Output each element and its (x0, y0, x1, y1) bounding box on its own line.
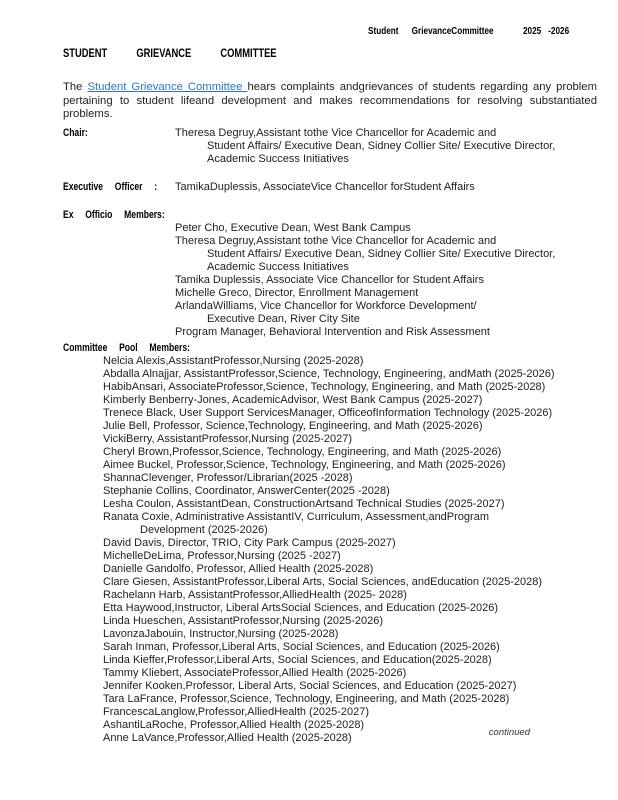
committee-pool-lines (103, 342, 618, 745)
member-line: Theresa Degruy,Assistant tothe Vice Chancellor for Academic and (175, 127, 497, 139)
member-line: Kimberly Benberry-Jones, AcademicAdvisor, West Bank Campus (2025-2027) (103, 394, 483, 406)
member-line: Ranata Coxie, Administrative AssistantIV, Curriculum, Assessment,andProgram (103, 511, 489, 523)
member-line: Student Affairs/ Executive Dean, Sidney Collier Site/ Executive Director, (207, 248, 556, 260)
member-line: AshantiLaRoche, Professor,Allied Health (2025-2028) (103, 719, 365, 731)
ex-officio-section (63, 209, 618, 339)
member-line: Peter Cho, Executive Dean, West Bank Campus (175, 222, 411, 234)
intro-paragraph (63, 81, 597, 121)
member-line: Tamika Duplessis, Associate Vice Chancellor for Student Affairs (175, 274, 484, 286)
committee-pool-label: Committee Pool Members: (63, 342, 190, 354)
executive-officer-label: Executive Officer : (63, 181, 158, 193)
running-header-title: Student GrievanceCommittee (368, 25, 494, 37)
member-line: Michelle Greco, Director, Enrollment Management (175, 287, 419, 299)
member-line: ArlandaWilliams, Vice Chancellor for Workforce Development/ (175, 300, 477, 312)
member-line: Danielle Gandolfo, Professor, Allied Health (2025-2028) (103, 563, 374, 575)
member-line: FrancescaLanglow,Professor,AlliedHealth (2025-2027) (103, 706, 369, 718)
member-line: Jennifer Kooken,Professor, Liberal Arts, Social Sciences, and Education (2025-2027) (103, 680, 517, 692)
member-line: Lesha Coulon, AssistantDean, ConstructionArtsand Technical Studies (2025-2027) (103, 498, 505, 510)
member-line: Tara LaFrance, Professor,Science, Technology, Engineering, and Math (2025-2028) (103, 693, 510, 705)
member-line: TamikaDuplessis, AssociateVice Chancellor forStudent Affairs (175, 181, 475, 193)
member-line: Linda Hueschen, AssistantProfessor,Nursing (2025-2026) (103, 615, 384, 627)
continued-note: continued (488, 727, 530, 738)
member-line: Academic Success Initiatives (207, 153, 349, 165)
member-line: HabibAnsari, AssociateProfessor,Science, Technology, Engineering, and Math (2025-2028) (103, 381, 546, 393)
member-line: Development (2025-2026) (140, 524, 268, 536)
member-line: Cheryl Brown,Professor,Science, Technology, Engineering, and Math (2025-2026) (103, 446, 502, 458)
member-line: Executive Dean, River City Site (207, 313, 360, 325)
running-header-years: 2025 -2026 (523, 25, 570, 37)
member-line: MichelleDeLima, Professor,Nursing (2025 -2027) (103, 550, 341, 562)
member-line: Nelcia Alexis,AssistantProfessor,Nursing (2025-2028) (103, 355, 364, 367)
committee-pool-section (63, 342, 618, 745)
member-line: Julie Bell, Professor, Science,Technology, Engineering, and Math (2025-2026) (103, 420, 483, 432)
member-line: LavonzaJabouin, Instructor,Nursing (2025-2028) (103, 628, 339, 640)
member-line: VickiBerry, AssistantProfessor,Nursing (2025-2027) (103, 433, 353, 445)
executive-officer-section (63, 181, 618, 194)
committee-link[interactable]: Student Grievance Committee (87, 81, 248, 94)
member-line: Rachelann Harb, AssistantProfessor,AlliedHealth (2025- 2028) (103, 589, 407, 601)
member-line: Sarah Inman, Professor,Liberal Arts, Social Sciences, and Education (2025-2026) (103, 641, 500, 653)
chair-lines (175, 127, 618, 166)
chair-section (63, 127, 618, 166)
member-line: Stephanie Collins, Coordinator, AnswerCenter(2025 -2028) (103, 485, 390, 497)
member-line: Trenece Black, User Support ServicesManager, OfficeofInformation Technology (2025-2026) (103, 407, 553, 419)
ex-officio-label: Ex Officio Members: (63, 209, 165, 221)
executive-officer-lines (175, 181, 618, 194)
chair-label: Chair: (63, 127, 88, 139)
member-line: Student Affairs/ Executive Dean, Sidney Collier Site/ Executive Director, (207, 140, 556, 152)
member-line: Abdalla Alnajjar, AssistantProfessor,Science, Technology, Engineering, andMath (2025-2026) (103, 368, 555, 380)
member-line: Program Manager, Behavioral Intervention and Risk Assessment (175, 326, 490, 338)
intro-text-after: hears complaints andgrievances of students regarding any problem pertaining to student lifeand development and makes recommendations for resolving substantiated problems. (63, 81, 597, 121)
member-line: ShannaClevenger, Professor/Librarian(2025 -2028) (103, 472, 353, 484)
intro-text-before: The (63, 81, 88, 94)
member-line: Linda Kieffer,Professor,Liberal Arts, Social Sciences, and Education(2025-2028) (103, 654, 492, 666)
member-line: David Davis, Director, TRIO, City Park Campus (2025-2027) (103, 537, 396, 549)
member-line: Aimee Buckel, Professor,Science, Technology, Engineering, and Math (2025-2026) (103, 459, 506, 471)
member-line: Etta Haywood,Instructor, Liberal ArtsSocial Sciences, and Education (2025-2026) (103, 602, 499, 614)
member-line: Academic Success Initiatives (207, 261, 349, 273)
member-line: Anne LaVance,Professor,Allied Health (2025-2028) (103, 732, 352, 744)
member-line: Tammy Kliebert, AssociateProfessor,Allied Health (2025-2026) (103, 667, 407, 679)
member-line: Theresa Degruy,Assistant tothe Vice Chancellor for Academic and (175, 235, 497, 247)
member-line: Clare Giesen, AssistantProfessor,Liberal Arts, Social Sciences, andEducation (2025-2028) (103, 576, 543, 588)
ex-officio-lines (175, 209, 618, 339)
page-title: STUDENT GRIEVANCE COMMITTEE (63, 46, 277, 60)
